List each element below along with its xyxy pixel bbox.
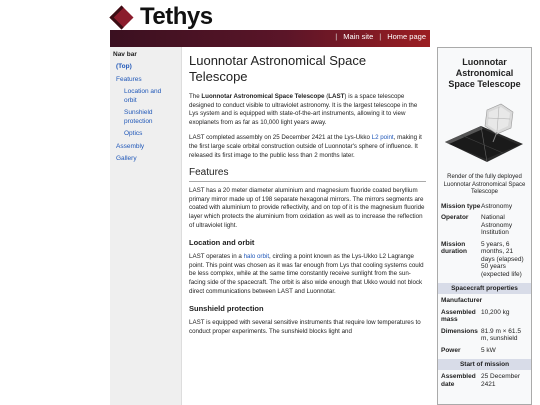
spacecraft-properties-heading: Spacecraft properties <box>438 283 531 294</box>
orbit-paragraph: LAST operates in a halo orbit, circling a point known as the Lys-Ukko L2 Lagrange point. This point was chosen as it was far enough from Lys that cooling systems could be less complex, while at the same time constantly receive sunlight from the sun-facing side of the spacecraft. The orbit is also wide enough that Ukko would not block direct communications between LAST and Luonnotar. <box>189 253 424 295</box>
nav-item-features[interactable]: Features <box>116 75 142 83</box>
nav-item-top[interactable]: (Top) <box>116 63 132 70</box>
infobox-row: Assembled mass 10,200 kg <box>441 308 510 323</box>
nav-item-gallery[interactable]: Gallery <box>116 155 137 162</box>
telescope-render-image <box>441 98 529 170</box>
l2-point-link[interactable]: L2 point <box>371 134 394 142</box>
page-title: Luonnotar Astronomical Space Telescope <box>189 53 367 84</box>
sunshield-paragraph: LAST is equipped with several sensitive instruments that require low temperatures to conduct proper experiments. The sunshield blocks light and <box>189 319 421 335</box>
article-content <box>189 47 426 343</box>
site-name: Tethys <box>140 3 213 30</box>
start-of-mission-heading: Start of mission <box>438 359 531 370</box>
infobox-row: Operator National Astronomy Institution <box>441 214 513 236</box>
infobox-row: Power 5 kW <box>441 346 496 354</box>
logo-diamond-icon <box>109 5 133 29</box>
nav-item-location-orbit[interactable]: Location and orbit <box>124 88 162 104</box>
nav-title: Nav bar <box>113 51 137 58</box>
orbit-heading: Location and orbit <box>189 238 255 248</box>
sidebar-nav <box>110 47 182 405</box>
assembly-paragraph: LAST completed assembly on 25 December 2421 at the Lys-Ukko L2 point, making it the first large scale orbital construction outside of Luonnotar's sphere of influence. It released its first image to the public less than 2 months later. <box>189 134 422 159</box>
infobox-row: Mission type Astronomy <box>441 202 513 210</box>
top-nav-bar <box>110 30 430 47</box>
infobox-row: Dimensions 81.9 m × 61.5 m, sunshield <box>441 327 521 342</box>
features-heading: Features <box>189 167 426 182</box>
home-page-link[interactable]: Home page <box>387 32 426 41</box>
intro-paragraph: The Luonnotar Astronomical Space Telescope (LAST) is a space telescope designed to conduct visible to ultraviolet astronomy. It is the largest telescope in the Lys system and is equipped with state-of-the-art instruments, allowing it to view exoplanets from as far as 10,000 light years away. <box>189 93 418 126</box>
main-site-link[interactable]: Main site <box>343 32 374 41</box>
features-paragraph: LAST has a 20 meter diameter aluminium and magnesium fluoride coated beryllium primary mirror made up of 198 separate hexagonal mirrors. The mirrors segments are coated with aluminium to provide reflectivity, and on top of it is the magnesium fluoride layer which protects the aluminium from oxidation as well as to increase the reflection of ultraviolet light. <box>189 187 425 229</box>
infobox <box>437 47 532 405</box>
separator: | <box>335 32 338 41</box>
separator: | <box>379 32 382 41</box>
halo-orbit-link[interactable]: halo orbit <box>243 253 270 261</box>
infobox-row: Assembled date 25 December 2421 <box>441 373 521 388</box>
nav-item-optics[interactable]: Optics <box>124 130 143 137</box>
infobox-title: Luonnotar Astronomical Space Telescope <box>448 57 521 89</box>
infobox-caption: Render of the fully deployed Luonnotar Astronomical Space Telescope <box>443 174 526 195</box>
nav-item-sunshield[interactable]: Sunshield protection <box>124 109 153 125</box>
infobox-row: Mission duration 5 years, 6 months, 21 days (elapsed) 50 years (expected life) <box>441 240 524 278</box>
sunshield-heading: Sunshield protection <box>189 304 264 314</box>
nav-item-assembly[interactable]: Assembly <box>116 142 145 150</box>
infobox-row: Manufacturer <box>441 297 483 304</box>
site-logo[interactable] <box>109 4 213 30</box>
